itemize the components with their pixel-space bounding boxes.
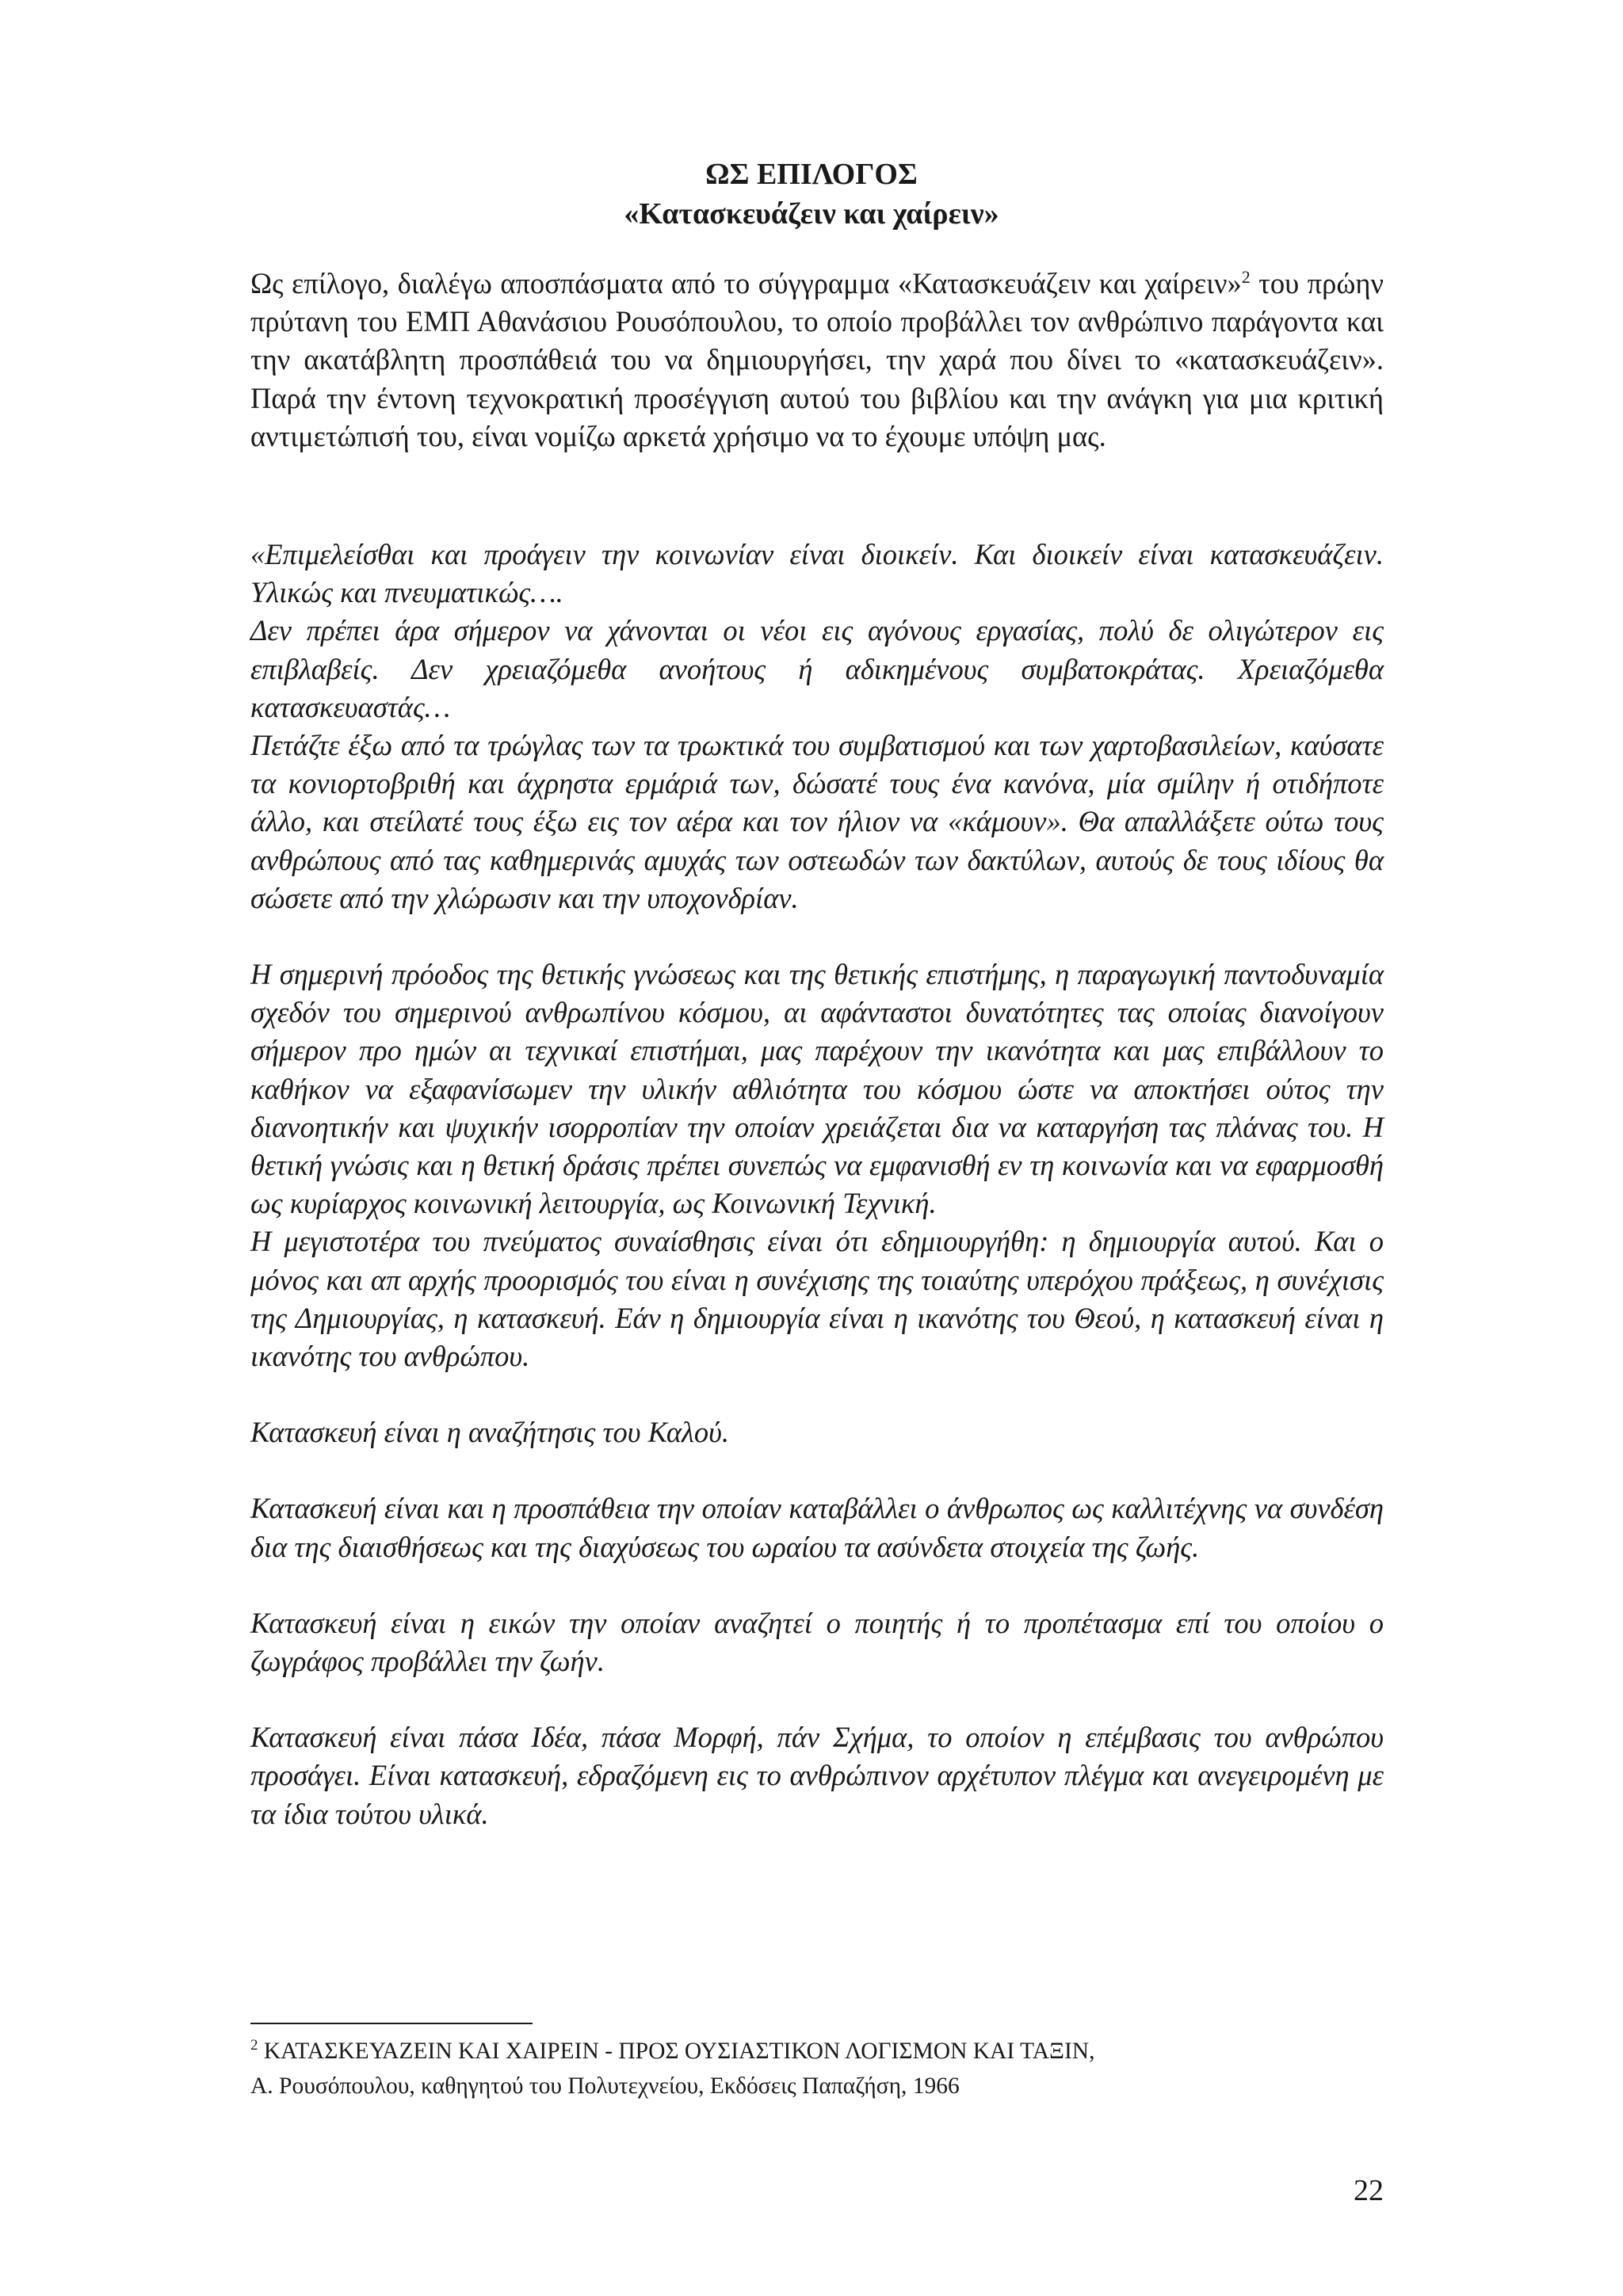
quote-paragraph-2 [250, 955, 1384, 1375]
quote-paragraph-6: Κατασκευή είναι πάσα Ιδέα, πάσα Μορφή, πάν Σχήμα, το οποίον η επέμβασις του ανθρώπου προσάγει. Είναι κατασκευή, εδραζόμενη εις το ανθρώπινον αρχέτυπον πλέγμα και ανεγειρομένη με τα ίδια τούτου υλικά. [250, 1721, 1384, 1830]
footnote-line-1 [250, 2035, 1384, 2068]
quote-paragraph-5: Κατασκευή είναι η εικών την οποίαν αναζητεί ο ποιητής ή το προπέτασμα επί του οποίου ο ζωγράφος προβάλλει την ζωήν. [250, 1606, 1384, 1678]
quote-line: Δεν πρέπει άρα σήμερον να χάνονται οι νέοι εις αγόνους εργασίας, πολύ δε ολιγώτερον εις επιβλαβείς. Δεν χρειαζόμεθα ανοήτους ή αδικημένους συμβατοκράτας. Χρειαζόμεθα κατασκευαστάς… [250, 614, 1384, 723]
quote-line: Πετάζτε έξω από τα τρώγλας των τα τρωκτικά του συμβατισμού και των χαρτοβασιλείων, καύσατε τα κονιορτοβριθή και άχρηστα ερμάριά των, δώσατέ τους ένα κανόνα, μία σμίλην ή οτιδήποτε άλλο, και στείλατέ τους έξω εις τον αέρα και τον ήλιον να «κάμουν». Θα απαλλάξετε ούτω τους ανθρώπους από τας καθημερινάς αμυχάς των οστεωδών των δακτύλων, αυτούς δε τους ιδίους θα σώσετε από την χλώρωσιν και την υποχονδρίαν. [250, 729, 1384, 914]
quote-line: «Επιμελείσθαι και προάγειν την κοινωνίαν είναι διοικείν. Και διοικείν είναι κατασκευάζειν. Υλικώς και πνευματικώς…. [250, 538, 1384, 609]
quote-line: Η σημερινή πρόοδος της θετικής γνώσεως και της θετικής επιστήμης, η παραγωγική παντοδυναμία σχεδόν του σημερινού ανθρωπίνου κόσμου, αι αφάνταστοι δυνατότητες τας οποίας διανοίγουν σήμερον προ ημών αι τεχνικαί επιστήμαι, μας παρέχουν την ικανότητα και μας επιβάλλουν το καθήκον να εξαφανίσωμεν την υλικήν αθλιότητα του κόσμου ώστε να αποκτήσει ούτος την διανοητικήν και ψυχικήν ισορροπίαν την οποίαν χρειάζεται δια να καταργήση τας πλάνας του. Η θετική γνώσις και η θετική δράσις πρέπει συνεπώς να εμφανισθή εν τη κοινωνία και να εφαρμοσθή ως κυρίαρχος κοινωνική λειτουργία, ως Κοινωνική Τεχνική. [250, 958, 1384, 1220]
quote-line: Η μεγιστοτέρα του πνεύματος συναίσθησις είναι ότι εδημιουργήθη: η δημιουργία αυτού. Και ο μόνος και απ αρχής προορισμός του είναι η συνέχισης της τοιαύτης υπερόχου πράξεως, η συνέχισις της Δημιουργίας, η κατασκευή. Εάν η δημιουργία είναι η ικανότης του Θεού, η κατασκευή είναι η ικανότης του ανθρώπου. [250, 1225, 1384, 1373]
footnote-reference: 2 [1241, 266, 1251, 287]
quote-paragraph-3: Κατασκευή είναι η αναζήτησις του Καλού. [250, 1416, 729, 1449]
page-subtitle: «Κατασκευάζειν και χαίρειν» [624, 197, 999, 231]
quote-paragraph-1 [250, 536, 1384, 917]
intro-text: Ως επίλογο, διαλέγω αποσπάσματα από το σύγγραμμα «Κατασκευάζειν και χαίρειν» [250, 267, 1242, 299]
intro-paragraph [250, 265, 1384, 456]
footnote-text: ΚΑΤΑΣΚΕΥΑΖΕΙΝ ΚΑΙ ΧΑΙΡΕΙΝ - ΠΡΟΣ ΟΥΣΙΑΣΤΙΚΟΝ ΛΟΓΙΣΜΟΝ ΚΑΙ ΤΑΞΙΝ, [258, 2039, 1095, 2064]
quote-paragraph-4: Κατασκευή είναι και η προσπάθεια την οποίαν καταβάλλει ο άνθρωπος ως καλλιτέχνης να συνδέση δια της διαισθήσεως και της διαχύσεως του ωραίου τα ασύνδετα στοιχεία της ζωής. [250, 1492, 1384, 1563]
quotation-block [250, 536, 1384, 1871]
page-title: ΩΣ ΕΠΙΛΟΓΟΣ [705, 158, 918, 191]
footnote-marker: 2 [250, 2037, 258, 2054]
intro-text-continued: του πρώην πρύτανη του ΕΜΠ Αθανάσιου Ρουσόπουλου, το οποίο προβάλλει τον ανθρώπινο παράγοντα και την ακατάβλητη προσπάθειά του να δημιουργήσει, την χαρά που δίνει το «κατασκευάζειν». Παρά την έντονη τεχνοκρατική προσέγγιση αυτού του βιβλίου και την ανάγκη για μια κριτική αντιμετώπισή του, είναι νομίζω αρκετά χρήσιμο να το έχουμε υπόψη μας. [250, 267, 1384, 452]
page-number: 22 [1354, 2174, 1384, 2207]
footnote-divider [250, 2023, 533, 2024]
footnote-line-2: Α. Ρουσόπουλου, καθηγητού του Πολυτεχνείου, Εκδόσεις Παπαζήση, 1966 [250, 2073, 960, 2099]
